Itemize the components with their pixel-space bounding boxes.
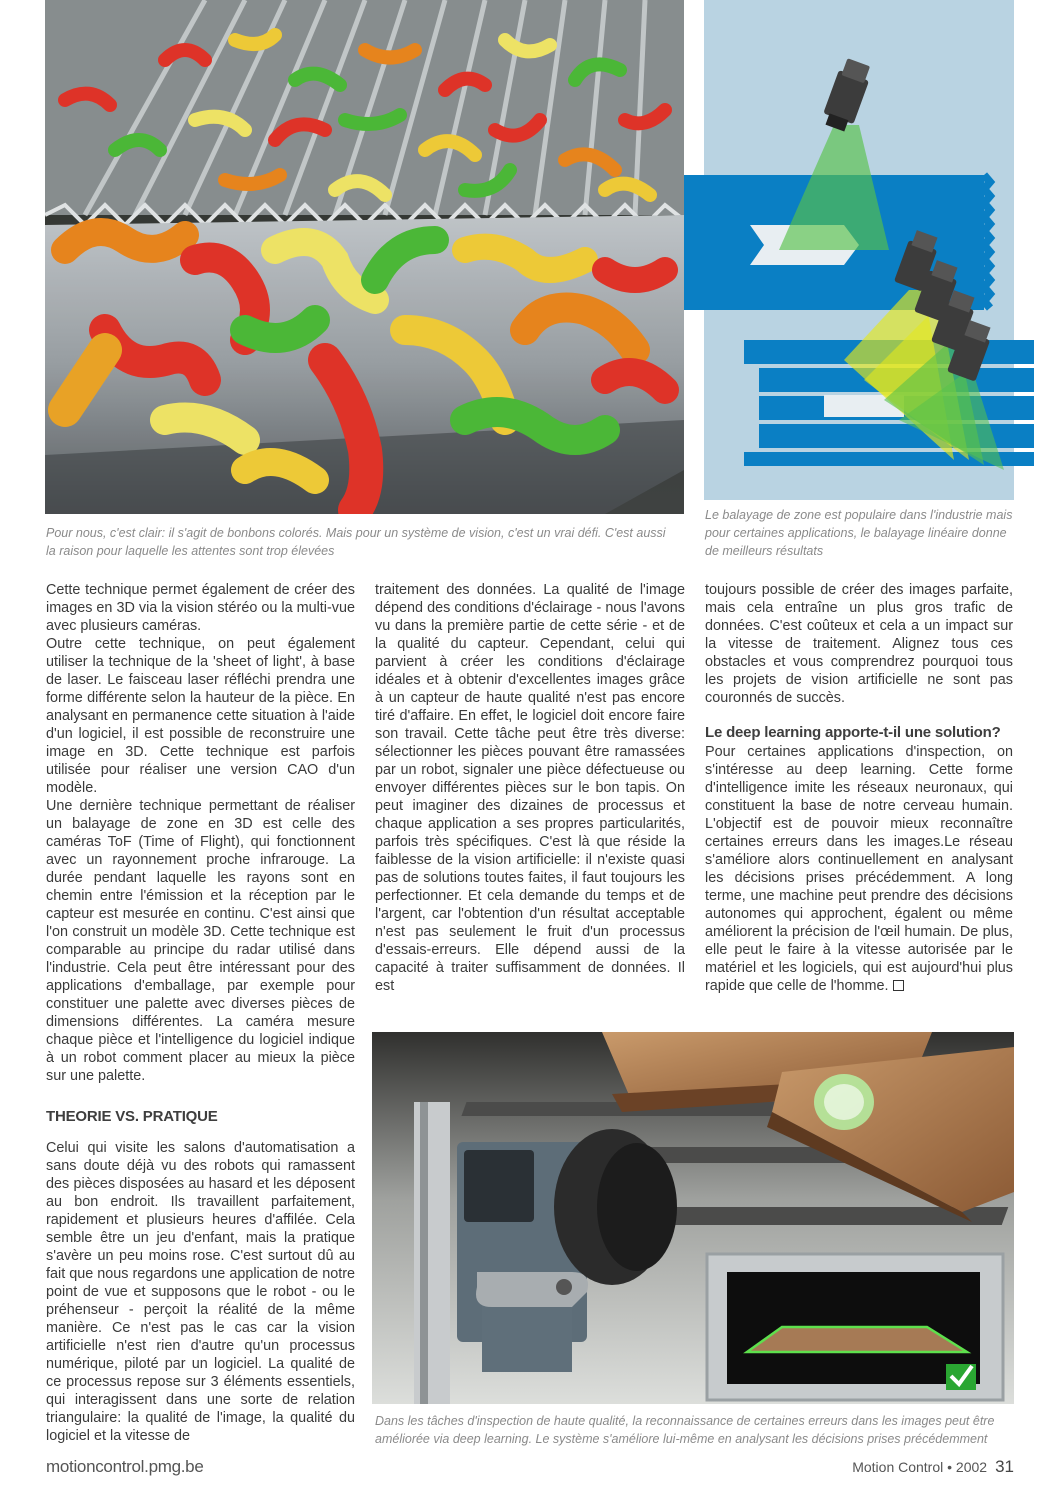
scan-illustration	[684, 0, 1046, 500]
paragraph: Cette technique permet également de créer des images en 3D via la vision stéréo ou la multi-vue avec plusieurs caméras.	[46, 582, 355, 634]
page-number: 31	[995, 1457, 1014, 1476]
paragraph: Outre cette technique, on peut également utiliser la technique de la 'sheet of light', à base de laser. Le faisceau laser réfléchi prendra une forme différente selon la hauteur de la pièce. En analysant en permanence cette situation à l'aide d'un logiciel, il est possible de reconstruire une image en 3D. Cette technique est parfois utilisée pour réaliser une version CAO d'un modèle.	[46, 636, 355, 796]
column-3	[705, 581, 1013, 995]
wood-caption: Dans les tâches d'inspection de haute qualité, la reconnaissance de certaines erreurs dans les images peut être améliorée via deep learning. Le système s'améliore lui-même en analysant les décisions prises précédemment	[375, 1414, 995, 1446]
footer-issue	[852, 1457, 1014, 1477]
section-heading: Le deep learning apporte-t-il une solution?	[705, 724, 1001, 741]
paragraph: toujours possible de créer des images parfaite, mais cela entraîne un plus gros trafic de données. C'est coûteux et cela a un impact sur la vitesse de traitement. Alignez tous ces obstacles et vous comprendrez pourquoi tous les projets de vision artificielle ne sont pas couronnés de succès.	[705, 582, 1013, 706]
paragraph: traitement des données. La qualité de l'image dépend des conditions d'éclairage - nous l'avons vu dans la première partie de cette série - et de la qualité du capteur. Cependant, celui qui parvient à créer les conditions d'éclairage idéales et à obtenir d'excellentes images grâce à un capteur de haute qualité n'est pas encore tiré d'affaire. En effet, le logiciel doit encore faire son travail. Cette tâche peut être très diverse: sélectionner les pièces pouvant être ramassées par un robot, signaler une pièce défectueuse ou envoyer différentes pièces sur le bon tapis. On peut imaginer des dizaines de processus et chaque application a ses propres particularités, parfois très spécifiques. C'est là que réside la faiblesse de la vision artificielle: il n'existe quasi pas de solutions toutes faites, il faut toujours les perfectionner. Et cela demande du temps et de l'argent, car l'obtention d'un résultat acceptable n'est pas seulement le fruit d'un processus d'essais-erreurs. Elle dépend aussi de la capacité à traiter suffisamment de données. Il est	[375, 582, 685, 994]
section-heading: THEORIE VS. PRATIQUE	[46, 1108, 218, 1125]
magazine-issue: Motion Control • 2002	[852, 1459, 988, 1475]
candy-photo	[45, 0, 684, 514]
wood-inspection-photo	[372, 1032, 1014, 1404]
column-1	[46, 581, 355, 1445]
footer-website-link[interactable]: motioncontrol.pmg.be	[46, 1457, 204, 1476]
scan-caption: Le balayage de zone est populaire dans l'industrie mais pour certaines applications, le balayage linéaire donne de meilleurs résultats	[705, 508, 1013, 558]
column-2	[375, 581, 685, 995]
paragraph	[705, 743, 1013, 995]
paragraph: Une dernière technique permettant de réaliser un balayage de zone en 3D est celle des caméras ToF (Time of Flight), qui fonctionnent avec un rayonnement proche infrarouge. La durée pendant laquelle les rayons sont en chemin entre l'émission et la réception par le capteur est mesurée en continu. C'est ainsi que l'on construit un modèle 3D. Cette technique est comparable au principe du radar utilisé dans l'industrie. Cela peut être intéressant pour des applications d'emballage, par exemple pour constituer une palette avec diverses pièces de dimensions différentes. La caméra mesure chaque pièce et l'intelligence du logiciel indique à un robot comment placer au mieux la pièce sur une palette.	[46, 798, 355, 1084]
end-of-article-icon	[893, 980, 904, 991]
paragraph-text: Pour certaines applications d'inspection, on s'intéresse au deep learning. Cette forme d'intelligence imite les réseaux neuronaux, qui constituent la base de notre cerveau humain. L'objectif est de pouvoir mieux reconnaître certaines erreurs dans les images.Le réseau s'améliore alors continuellement en analysant les décisions prises précédemment. A long terme, une machine peut prendre des décisions autonomes qui approchent, égalent ou même améliorent la précision de l'œil humain. De plus, elle peut le faire à la vitesse autorisée par le matériel et les logiciels, qui est aujourd'hui plus rapide que celle de l'homme.	[705, 744, 1013, 994]
candy-caption: Pour nous, c'est clair: il s'agit de bonbons colorés. Mais pour un système de vision, c'est un vrai défi. C'est aussi la raison pour laquelle les attentes sont trop élevées	[46, 526, 666, 558]
paragraph: Celui qui visite les salons d'automatisation a sans doute déjà vu des robots qui ramassent des pièces disposées au hasard et les déposent au bon endroit. Ils travaillent parfaitement, rapidement et plusieurs heures d'affilée. Cela semble être un jeu d'enfant, mais la pratique s'avère un peu moins rose. C'est surtout dû au fait que nous regardons une application de notre point de vue et supposons que le robot - ou le préhenseur - perçoit la réalité de la même manière. Ce n'est pas le cas car la vision artificielle n'est rien d'autre qu'un processus numérique, piloté par un logiciel. La qualité de ce processus repose sur 3 éléments essentiels, qui interagissent dans une sorte de relation triangulaire: la qualité de l'image, la qualité du logiciel et la vitesse de	[46, 1140, 355, 1444]
